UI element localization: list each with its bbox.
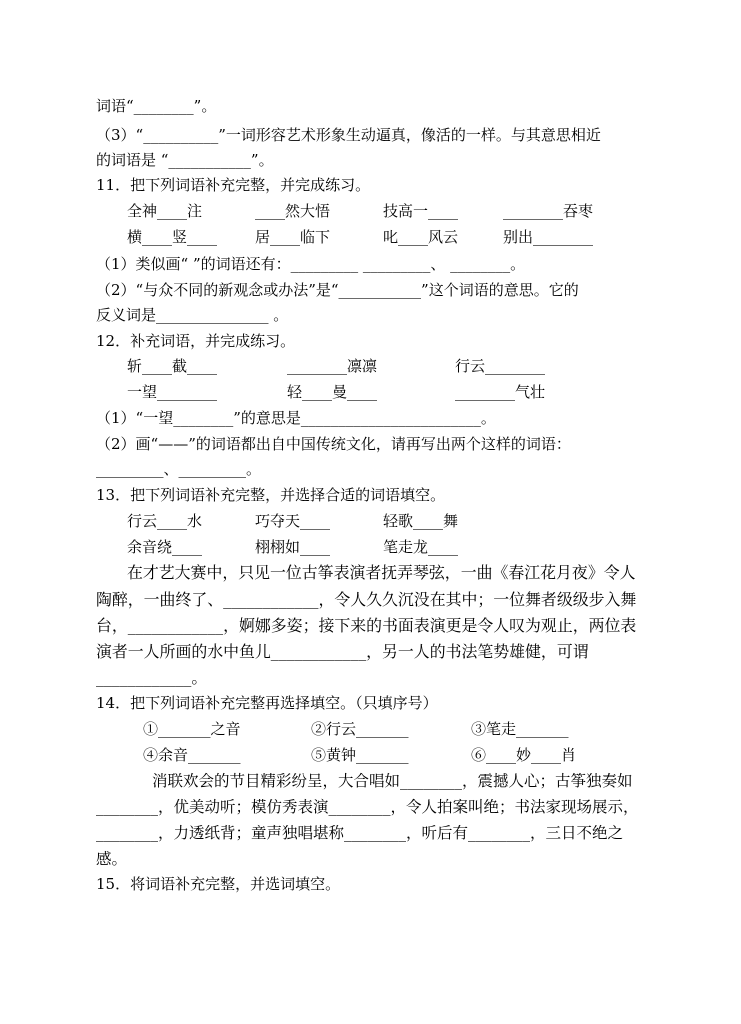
word-item: 一望________	[127, 383, 218, 401]
option-item: ⑥____妙____肖	[471, 746, 577, 764]
word-item: 技高一____	[383, 202, 459, 220]
word-item: 栩栩如____	[255, 538, 331, 556]
word-item: 横____竖____	[127, 228, 218, 246]
word-item: 轻____曼____	[287, 383, 378, 401]
word-row	[127, 509, 627, 533]
section-heading: 15．将词语补充完整，并选词填空。	[96, 875, 341, 893]
text-line: （2）画“——”的词语都出自中国传统文化，请再写出两个这样的词语：	[96, 435, 571, 453]
word-item: 居____临下	[255, 228, 331, 246]
option-item: ①_______之音	[143, 720, 241, 738]
word-item: 行云________	[455, 357, 546, 375]
word-item: ________气壮	[455, 383, 546, 401]
option-item: ③笔走_______	[471, 720, 569, 738]
text-line: _________、_________。	[96, 460, 262, 478]
text-line: 的词语是 “___________”。	[96, 151, 274, 169]
word-item: 余音绕____	[127, 538, 203, 556]
section-heading: 13．把下列词语补充完整，并选择合适的词语填空。	[96, 486, 446, 504]
word-row	[127, 354, 627, 378]
word-item: 斩____截____	[127, 357, 218, 375]
section-heading: 12．补充词语，并完成练习。	[96, 332, 296, 350]
text-line: 词语“________”。	[96, 97, 217, 115]
option-item: ④余音_______	[143, 746, 241, 764]
paragraph-line: ________，优美动听；模仿秀表演________，令人拍案叫绝；书法家现场展示，	[96, 798, 639, 816]
paragraph-line: 在才艺大赛中，只见一位古筝表演者抚弄琴弦，一曲《春江花月夜》令人	[127, 563, 636, 582]
word-row	[127, 199, 627, 223]
text-line: （1）类似画“ ”的词语还有：_________ _________、 ________。	[96, 255, 526, 273]
paragraph-line: 感。	[96, 850, 128, 868]
option-row	[143, 743, 623, 767]
word-item: ________凛凛	[287, 357, 378, 375]
paragraph-line: 消联欢会的节目精彩纷呈，大合唱如________，震撼人心；古筝独奏如	[152, 772, 633, 790]
paragraph-line: ____________。	[96, 668, 208, 687]
word-item: 全神____注	[127, 202, 203, 220]
paragraph-line: 台，____________，婀娜多姿；接下来的书面表演更是令人叹为观止，两位表	[96, 616, 637, 635]
word-item: 巧夺天____	[255, 512, 331, 530]
word-item: 别出________	[503, 228, 594, 246]
word-item: 行云____水	[127, 512, 203, 530]
text-line: （3）“__________”一词形容艺术形象生动逼真，像活的一样。与其意思相近	[96, 126, 601, 144]
word-row	[127, 535, 627, 559]
word-item: ________吞枣	[503, 202, 594, 220]
word-item: ____然大悟	[255, 202, 331, 220]
paragraph-line: 演者一人所画的水中鱼儿____________，另一人的书法笔势雄健，可谓	[96, 642, 589, 661]
option-item: ⑤黄钟_______	[311, 746, 409, 764]
word-row	[127, 225, 627, 249]
word-item: 笔走龙____	[383, 538, 459, 556]
word-item: 轻歌____舞	[383, 512, 459, 530]
text-line: （1）“一望________”的意思是________________________。	[96, 409, 496, 427]
text-line: （2）“与众不同的新观念或办法”是“___________”这个词语的意思。它的	[96, 281, 579, 299]
text-line: 反义词是_______________ 。	[96, 306, 289, 324]
section-heading: 11．把下列词语补充完整，并完成练习。	[96, 176, 371, 194]
option-item: ②行云_______	[311, 720, 409, 738]
paragraph-line: 陶醉，一曲终了、____________，令人久久沉没在其中；一位舞者级级步入舞	[96, 590, 637, 609]
word-row	[127, 380, 627, 404]
paragraph-line: ________，力透纸背；童声独唱堪称________，听后有________，三日不绝之	[96, 824, 624, 842]
word-item: 叱____风云	[383, 228, 459, 246]
option-row	[143, 717, 623, 741]
section-heading: 14．把下列词语补充完整再选择填空。（只填序号）	[96, 694, 438, 712]
